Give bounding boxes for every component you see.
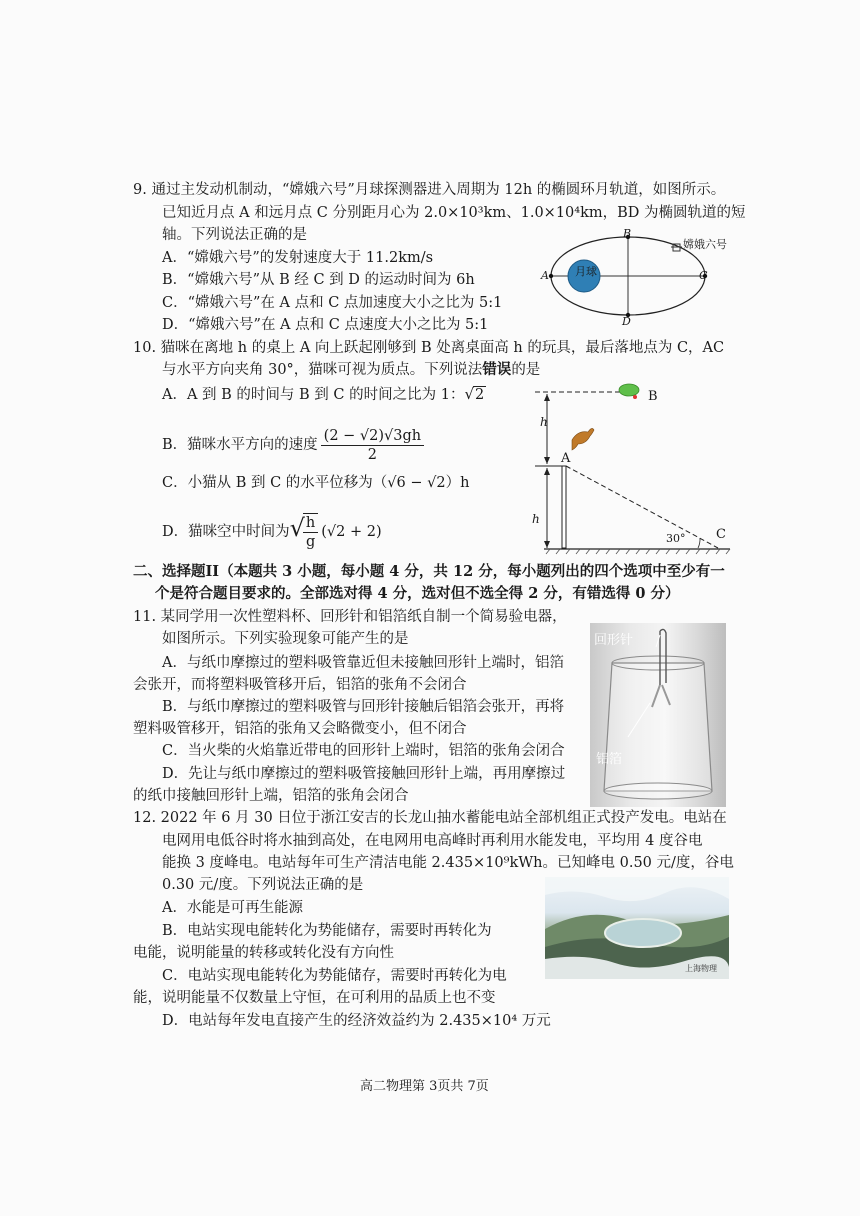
ground-hatch — [546, 549, 730, 554]
q11-electroscope-photo — [590, 623, 726, 807]
q10-label-a: A — [561, 451, 571, 466]
q12-option-a: A．水能是可再生能源 — [162, 900, 303, 916]
q9-moon-label: 月球 — [575, 265, 597, 278]
q12-option-b-line1: B．电站实现电能转化为势能储存，需要时再转化为 — [162, 923, 492, 939]
q12-stem-line3: 能换 3 度峰电。电站每年可生产清洁电能 2.435×10⁹kWh。已知峰电 0.50 元/度，谷电 — [162, 855, 734, 871]
q11-option-c: C．当火柴的火焰靠近带电的回形针上端时，铝箔的张角会闭合 — [162, 743, 565, 759]
point-a — [549, 274, 553, 278]
q11-option-b-line1: B．与纸巾摩擦过的塑料吸管与回形针接触后铝箔会张开，再将 — [162, 699, 565, 715]
q10-label-c: C — [716, 527, 726, 542]
ac-line — [566, 466, 718, 548]
q9-stem-line3: 轴。下列说法正确的是 — [162, 227, 307, 243]
q11-option-d-line1: D．先让与纸巾摩擦过的塑料吸管接触回形针上端，再用摩擦过 — [162, 766, 566, 782]
q10-option-a: A．A 到 B 的时间与 B 到 C 的时间之比为 1：√2 — [162, 385, 485, 403]
q9-option-b: B．“嫦娥六号”从 B 经 C 到 D 的运动时间为 6h — [162, 272, 475, 288]
q11-foil-label: 铝箔 — [596, 752, 623, 767]
q10-label-b: B — [648, 389, 658, 404]
q11-option-d-line2: 的纸巾接触回形针上端，铝箔的张角会闭合 — [133, 788, 409, 804]
q10-label-h-upper: h — [540, 415, 548, 429]
q9-option-c: C．“嫦娥六号”在 A 点和 C 点加速度大小之比为 5:1 — [162, 295, 503, 311]
q10-label-h-lower: h — [532, 512, 540, 526]
q12-option-d: D．电站每年发电直接产生的经济效益约为 2.435×10⁴ 万元 — [162, 1013, 551, 1029]
q11-option-a-line1: A．与纸巾摩擦过的塑料吸管靠近但未接触回形针上端时，铝箔 — [162, 655, 564, 671]
q9-label-c: C — [699, 269, 708, 282]
q11-stem-line2: 如图所示。下列实验现象可能产生的是 — [162, 631, 409, 647]
q10-stem-line1: 10. 猫咪在离地 h 的桌上 A 向上跃起刚够到 B 处离桌面高 h 的玩具，最后落地点为 C，AC — [133, 340, 725, 356]
q10-stem-line2: 与水平方向夹角 30°，猫咪可视为质点。下列说法错误的是 — [162, 361, 541, 378]
q12-option-b-line2: 电能，说明能量的转移或转化没有方向性 — [133, 945, 394, 961]
q12-stem-line2: 电网用电低谷时将水抽到高处，在电网用电高峰时再利用水能发电，平均用 4 度谷电 — [162, 833, 703, 849]
section2-header-line2: 个是符合题目要求的。全部选对得 4 分，选对但不选全得 2 分，有错选得 0 分） — [155, 585, 680, 602]
q9-probe-label: 嫦娥六号 — [683, 238, 727, 251]
q10-cat-diagram — [530, 378, 735, 558]
q12-watermark: 上海物理 — [685, 964, 717, 973]
q9-stem-line2: 已知近月点 A 和远月点 C 分别距月心为 2.0×10³km、1.0×10⁴km，BD 为椭圆轨道的短 — [162, 205, 746, 221]
toy-icon — [619, 384, 639, 399]
q10-option-c: C．小猫从 B 到 C 的水平位移为（√6 − √2）h — [162, 475, 470, 491]
q9-option-d: D．“嫦娥六号”在 A 点和 C 点速度大小之比为 5:1 — [162, 317, 489, 333]
page-footer: 高二物理第 3页共 7页 — [360, 1079, 489, 1094]
section2-header-line1: 二、选择题II（本题共 3 小题，每小题 4 分，共 12 分，每小题列出的四个选项中至少有一 — [133, 563, 725, 580]
q12-power-station-photo — [545, 877, 729, 979]
q9-label-a: A — [541, 269, 549, 282]
q9-stem-line1: 9. 通过主发动机制动，“嫦娥六号”月球探测器进入周期为 12h 的椭圆环月轨道，如图所示。 — [133, 182, 726, 198]
q11-option-a-line2: 会张开，而将塑料吸管移开后，铝箔的张角不会闭合 — [133, 677, 467, 693]
q9-label-b: B — [623, 227, 632, 240]
q11-option-b-line2: 塑料吸管移开，铝箔的张角又会略微变小，但不闭合 — [133, 721, 467, 737]
q11-clip-label: 回形针 — [594, 633, 634, 648]
q10-option-d: D．猫咪空中时间为√ $\frac{h}{g}$ (√2 + 2) — [162, 514, 382, 550]
q11-stem-line1: 11. 某同学用一次性塑料杯、回形针和铝箔纸自制一个简易验电器， — [133, 609, 567, 625]
q9-label-d: D — [622, 315, 631, 328]
q12-stem-line1: 12. 2022 年 6 月 30 日位于浙江安吉的长龙山抽水蓄能电站全部机组正式投产发电。电站在 — [133, 810, 727, 826]
q10-angle-label: 30° — [666, 532, 686, 545]
cat-icon — [572, 428, 594, 450]
q12-option-c-line2: 能，说明能量不仅数量上守恒，在可利用的品质上也不变 — [133, 990, 496, 1006]
q12-option-c-line1: C．电站实现电能转化为势能储存，需要时再转化为电 — [162, 968, 507, 984]
q10-option-b: B．猫咪水平方向的速度 $\frac{(2 - √2)√3gh}{2}$ — [162, 423, 427, 467]
table-leg — [562, 466, 566, 548]
angle-arc — [698, 538, 700, 548]
q9-option-a: A．“嫦娥六号”的发射速度大于 11.2km/s — [162, 250, 434, 266]
q12-stem-line4: 0.30 元/度。下列说法正确的是 — [162, 877, 364, 893]
